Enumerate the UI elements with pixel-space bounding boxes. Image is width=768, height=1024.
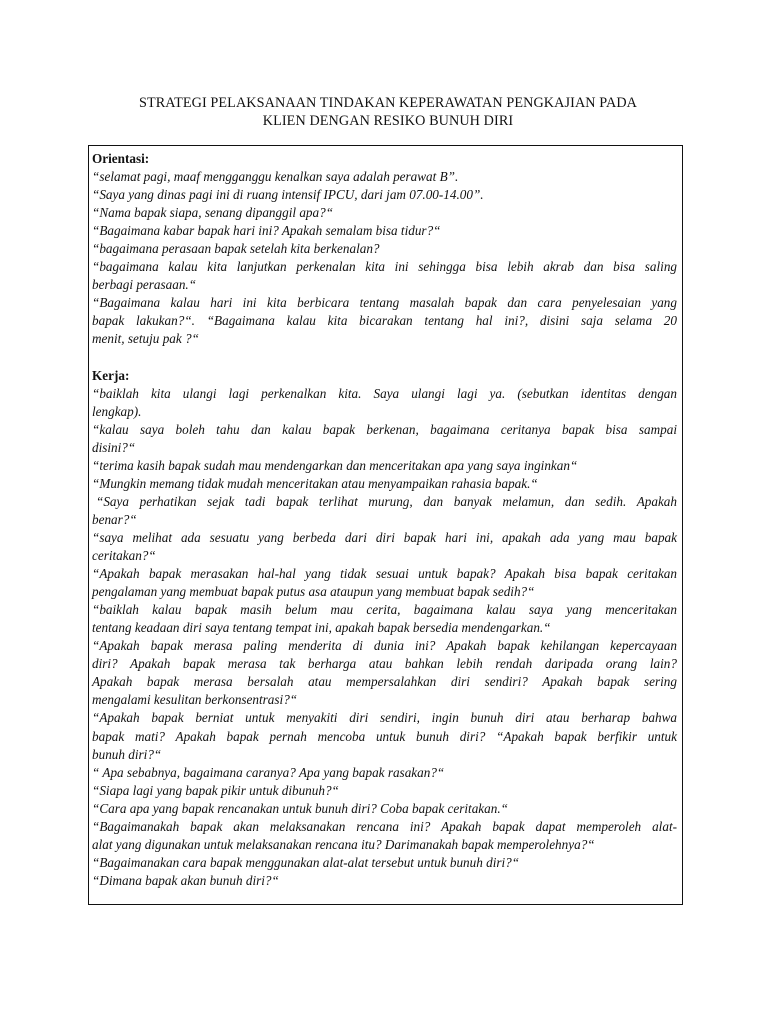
content-box [88,145,683,905]
kerja-line: pengalaman yang membuat bapak putus asa ataupun yang membuat bapak sedih?“ [92,584,535,600]
kerja-line: “baiklah kita ulangi lagi perkenalkan kita. Saya ulangi lagi ya. (sebutkan identitas dengan [92,385,677,401]
kerja-line: benar?“ [92,511,137,527]
kerja-line: “Siapa lagi yang bapak pikir untuk dibunuh?“ [92,782,339,798]
kerja-line: “kalau saya boleh tahu dan kalau bapak berkenan, bagaimana ceritanya bapak bisa sampai [92,421,677,437]
orientasi-line: “Saya yang dinas pagi ini di ruang intensif IPCU, dari jam 07.00-14.00”. [92,187,484,203]
orientasi-line: berbagi perasaan.“ [92,277,197,293]
kerja-line: “ Apa sebabnya, bagaimana caranya? Apa yang bapak rasakan?“ [92,764,445,780]
document-title [90,95,686,130]
kerja-line: “Apakah bapak merasakan hal-hal yang tidak sesuai untuk bapak? Apakah bisa bapak ceritakan [92,566,677,582]
orientasi-line: “Bagaimana kalau hari ini kita berbicara tentang masalah bapak dan cara penyelesaian yang [92,295,677,311]
title-line-1: STRATEGI PELAKSANAAN TINDAKAN KEPERAWATAN PENGKAJIAN PADA [138,95,638,111]
kerja-line: “Cara apa yang bapak rencanakan untuk bunuh diri? Coba bapak ceritakan.“ [92,800,508,816]
kerja-line: “Mungkin memang tidak mudah menceritakan atau menyampaikan rahasia bapak.“ [92,475,538,491]
kerja-line: “Saya perhatikan sejak tadi bapak terlihat murung, dan banyak melamun, dan sedih. Apakah [96,493,677,509]
kerja-line: “Dimana bapak akan bunuh diri?“ [92,872,279,888]
kerja-line: bapak mati? Apakah bapak pernah mencoba untuk bunuh diri? “Apakah bapak berfikir untuk [92,728,677,744]
kerja-line: diri? Apakah bapak merasa tak berharga atau bahkan lebih rendah daripada orang lain? [92,656,677,672]
kerja-line: “baiklah kalau bapak masih belum mau cerita, bagaimana kalau saya yang menceritakan [92,602,677,618]
kerja-line: “Bagaimanakan cara bapak menggunakan alat-alat tersebut untuk bunuh diri?“ [92,854,520,870]
kerja-line: lengkap). [92,403,142,419]
orientasi-line: “Nama bapak siapa, senang dipanggil apa?“ [92,205,334,221]
kerja-line: “Apakah bapak berniat untuk menyakiti diri sendiri, ingin bunuh diri atau berharap bahwa [92,710,677,726]
section-spacer [92,349,677,367]
kerja-line: mengalami kesulitan berkonsentrasi?“ [92,692,298,708]
kerja-line: “saya melihat ada sesuatu yang berbeda dari diri bapak hari ini, apakah ada yang mau bapak [92,529,677,545]
kerja-line: “terima kasih bapak sudah mau mendengarkan dan menceritakan apa yang saya inginkan“ [92,457,578,473]
kerja-line: “Apakah bapak merasa paling menderita di dunia ini? Apakah bapak kehilangan kepercayaan [92,638,677,654]
kerja-line: bunuh diri?“ [92,746,162,762]
kerja-line: disini?“ [92,439,136,455]
orientasi-line: menit, setuju pak ?“ [92,331,199,347]
title-line-2: KLIEN DENGAN RESIKO BUNUH DIRI [262,112,514,129]
orientasi-line: “bagaimana perasaan bapak setelah kita berkenalan? [92,241,380,257]
kerja-line: Apakah bapak merasa bersalah atau mempersalahkan diri sendiri? Apakah bapak sering [92,674,677,690]
orientasi-line: “Bagaimana kabar bapak hari ini? Apakah semalam bisa tidur?“ [92,223,441,239]
content-text [92,150,677,890]
orientasi-line: “selamat pagi, maaf mengganggu kenalkan saya adalah perawat B”. [92,169,459,185]
kerja-line: “Bagaimanakah bapak akan melaksanakan rencana ini? Apakah bapak dapat memperoleh alat- [92,818,677,834]
kerja-line: alat yang digunakan untuk melaksanakan rencana itu? Darimanakah bapak memperolehnya?“ [92,836,595,852]
orientasi-line: bapak lakukan?“. “Bagaimana kalau kita bicarakan tentang hal ini?, disini saja selama 20 [92,313,677,329]
kerja-line: tentang keadaan diri saya tentang tempat ini, apakah bapak bersedia mendengarkan.“ [92,620,551,636]
section-heading-orientasi: Orientasi: [92,151,150,166]
section-heading-kerja: Kerja: [92,367,130,383]
orientasi-line: “bagaimana kalau kita lanjutkan perkenalan kita ini sehingga bisa lebih akrab dan bisa saling [92,259,677,275]
kerja-line: ceritakan?“ [92,548,156,564]
